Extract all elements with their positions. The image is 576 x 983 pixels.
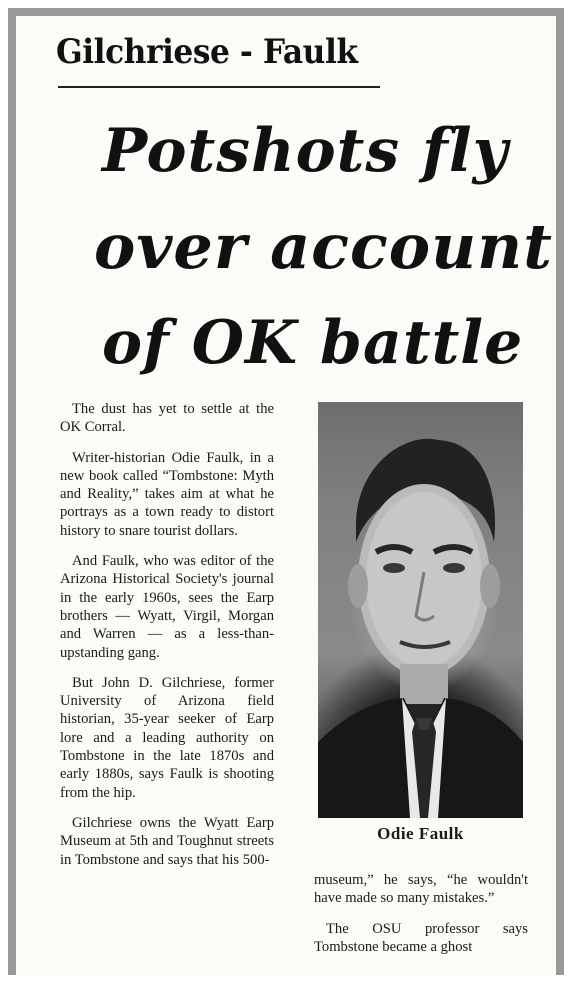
headline-line-1: Potshots fly bbox=[102, 116, 509, 186]
article-left-column bbox=[60, 400, 274, 881]
kicker-heading: Gilchriese - Faulk bbox=[56, 32, 358, 72]
paragraph-5: Gilchriese owns the Wyatt Earp Museum at 5th and Toughnut streets in Tombstone and says that his 500- bbox=[60, 814, 274, 868]
portrait-illustration bbox=[318, 402, 523, 818]
headline-line-2: over account bbox=[94, 210, 553, 283]
kicker-rule bbox=[58, 86, 380, 88]
photo-caption: Odie Faulk bbox=[377, 824, 464, 843]
paragraph-1: The dust has yet to settle at the OK Corral. bbox=[60, 401, 274, 436]
article-right-column bbox=[314, 871, 528, 968]
paragraph-2: Writer-historian Odie Faulk, in a new book called “Tombstone: Myth and Reality,” takes aim at what he portrays as a town ready to distort history to snare tourist dollars. bbox=[60, 449, 274, 539]
newspaper-clipping bbox=[16, 16, 556, 975]
headline-line-3: of OK battle bbox=[102, 308, 524, 378]
paragraph-3: And Faulk, who was editor of the Arizona Historical Society's journal in the early 1960s, sees the Earp brothers — Wyatt, Virgil, Morgan and Warren — as a less-than-upstanding gang. bbox=[60, 553, 274, 661]
paragraph-right-2: The OSU professor says Tombstone became a ghost bbox=[314, 920, 528, 955]
paragraph-4: But John D. Gilchriese, former University of Arizona field historian, 35-year seeker of Earp lore and a leading authority on Tombstone in the late 1870s and early 1880s, says Faulk is shooting from the hip. bbox=[60, 674, 274, 801]
portrait-photo bbox=[318, 402, 523, 818]
paragraph-right-1: museum,” he says, “he wouldn't have made so many mistakes.” bbox=[314, 872, 528, 907]
